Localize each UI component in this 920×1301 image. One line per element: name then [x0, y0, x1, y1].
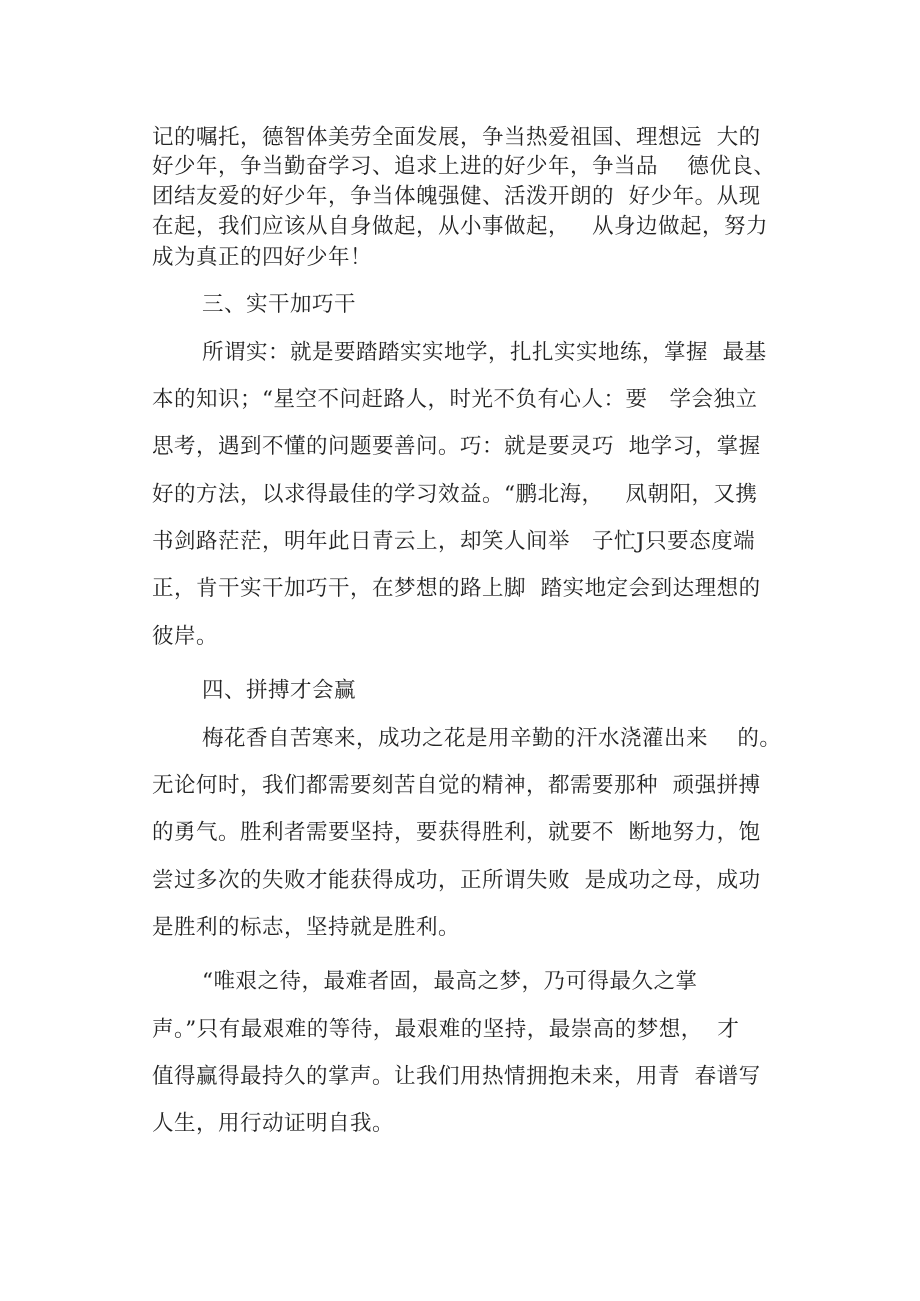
text-line: 记的嘱托，德智体美劳全面发展，争当热爱祖国、理想远 大的: [152, 125, 761, 150]
text-line: 正，肯干实干加巧干，在梦想的路上脚 踏实地定会到达理想的: [152, 576, 761, 601]
quote-line: “唯艰之待，最难者固，最高之梦，乃可得最久之掌: [202, 969, 698, 994]
text-line: 所谓实：就是要踏踏实实地学，扎扎实实地练，掌握 最基: [202, 340, 767, 365]
section-heading: 三、实干加巧干: [202, 292, 357, 317]
text-line: 好少年，争当勤奋学习、追求上进的好少年，争当品 德优良、: [152, 154, 776, 179]
text-line: 在起，我们应该从自身做起，从小事做起， 从身边做起，努力: [152, 214, 769, 239]
text-line: 人生，用行动证明自我。: [152, 1111, 395, 1136]
text-line: 值得赢得最持久的掌声。让我们用热情拥抱未来，用青 春谱写: [152, 1064, 761, 1089]
section-heading: 四、拼搏才会赢: [202, 678, 357, 703]
text-line: 尝过多次的失败才能获得成功，正所谓失败 是成功之母，成功: [152, 868, 761, 893]
text-line: 思考，遇到不懂的问题要善问。巧：就是要灵巧 地学习，掌握: [152, 434, 761, 459]
text-line: 好的方法，以求得最佳的学习效益。“鹏北海， 凤朝阳，又携: [152, 482, 758, 507]
text-line: 成为真正的四好少年！: [152, 245, 373, 270]
text-line: 彼岸。: [152, 624, 219, 649]
text-line: 梅花香自苦寒来，成功之花是用辛勤的汗水浇灌出来 的。: [202, 726, 782, 751]
text-line: 是胜利的标志，坚持就是胜利。: [152, 915, 461, 940]
text-line: 无论何时，我们都需要刻苦自觉的精神，都需要那种 顽强拼搏: [152, 773, 761, 798]
text-line: 的勇气。胜利者需要坚持，要获得胜利，就要不 断地努力，饱: [152, 820, 761, 845]
text-line: 声。”只有最艰难的等待，最艰难的坚持，最崇高的梦想， 才: [152, 1017, 740, 1042]
text-line: 书剑路茫茫，明年此日青云上，却笑人间举 子忙J只要态度端: [152, 529, 756, 554]
text-line: 本的知识；“星空不问赶路人，时光不负有心人：要 学会独立: [152, 387, 758, 412]
text-line: 团结友爱的好少年，争当体魄强健、活泼开朗的 好少年。从现: [152, 184, 761, 209]
